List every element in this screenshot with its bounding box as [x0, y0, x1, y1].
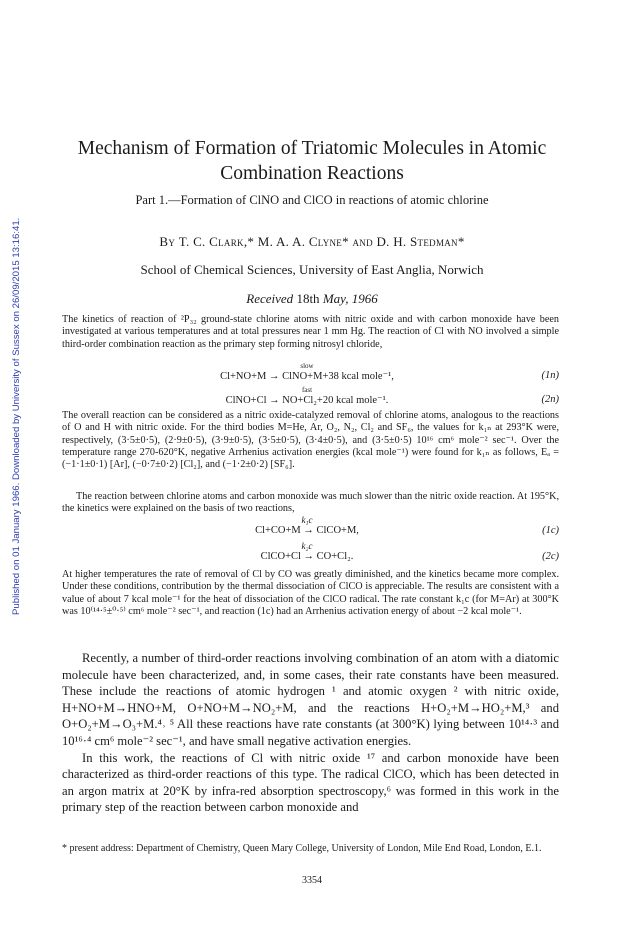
- title-line-2: Combination Reactions: [220, 163, 404, 184]
- equation-1n-text: Cl+NO+M → ClNO+M+38 kcal mole⁻¹,: [220, 371, 394, 382]
- equation-1c-number: (1c): [542, 525, 559, 536]
- abstract-paragraph-3: The reaction between chlorine atoms and carbon monoxide was much slower than the nitric oxide reaction. At 195°K, the kinetics were explained on the basis of two reactions,: [62, 491, 559, 515]
- abstract-paragraph-4: At higher temperatures the rate of removal of Cl by CO was greatly diminished, and the kinetics became more complex. Under these conditions, contribution by the thermal dissociation of ClCO is appreciable. The results are consistent with a value of about 7 kcal mole⁻¹ for the heat of dissociation of the ClCO radical. The rate constant k₁c (for M=Ar) at 300°K was 10⁽¹⁴·⁵±⁰·⁵⁾ cm⁶ mole⁻² sec⁻¹, and reaction (1c) had an Arrhenius activation energy of about −2 kcal mole⁻¹.: [62, 569, 559, 617]
- body-text: [62, 650, 559, 816]
- page-number: 3354: [302, 875, 322, 886]
- received-date: [40, 291, 584, 307]
- equation-2c-text: ClCO+Cl → CO+Cl₂.: [260, 551, 354, 562]
- equation-1c: [62, 515, 559, 537]
- author-1: T. C. Clark,*: [178, 234, 255, 249]
- equation-2c-number: (2c): [542, 551, 559, 562]
- author-2: M. A. A. Clyne*: [257, 234, 349, 249]
- author-3: D. H. Stedman*: [376, 234, 465, 249]
- abstract-paragraph-1: The kinetics of reaction of ²P₃₂ ground-state chlorine atoms with nitric oxide and with carbon monoxide have been investigated at various temperatures and at total pressures near 1 mm Hg. The reaction of Cl with NO involved a simple third-order combination reaction as the primary step forming nitrosyl chloride,: [62, 314, 559, 350]
- author-line: [40, 234, 584, 250]
- by-label: By: [159, 234, 176, 249]
- part-subtitle: Part 1.—Formation of ClNO and ClCO in reactions of atomic chlorine: [135, 193, 489, 207]
- equation-1c-text: Cl+CO+M → ClCO+M,: [255, 525, 359, 536]
- title-line-1: Mechanism of Formation of Triatomic Molecules in Atomic: [77, 138, 547, 159]
- received-month-year: May, 1966: [322, 291, 378, 306]
- equation-2n-number: (2n): [541, 394, 559, 405]
- download-notice: [4, 155, 22, 615]
- body-paragraph-1: Recently, a number of third-order reactions involving combination of an atom with a diatomic molecule have been characterized, and, in some cases, their rate constants have been measured. These include the reactions of atomic hydrogen ¹ and atomic oxygen ² with nitric oxide, H+NO+M→HNO+M, O+NO+M→NO₂+M, and the reactions H+O₂+M→HO₂+M,³ and O+O₂+M→O₃+M.⁴˒ ⁵ All these reactions have rate constants (at 300°K) lying between 10¹⁴·³ and 10¹⁶·⁴ cm⁶ mole⁻² sec⁻¹, and have small negative activation energies.: [62, 651, 559, 748]
- affiliation: School of Chemical Sciences, University of East Anglia, Norwich: [140, 262, 484, 277]
- equation-2c: [62, 541, 559, 563]
- equation-2n-label: fast: [301, 386, 313, 394]
- received-day: 18th: [296, 291, 320, 306]
- abstract-paragraph-2: The overall reaction can be considered as a nitric oxide-catalyzed removal of chlorine atoms, analogous to the reactions of O and H with nitric oxide. For the third bodies M=He, Ar, O₂, N₂, Cl₂ and SF₆, the values for k₁ₙ at 293°K were, respectively, (3·5±0·5), (2·9±0·5), (3·9±0·5), (3·5±0·5), (3·4±0·5), and (3·5±0·5) 10¹⁶ cm⁶ mole⁻² sec⁻¹. Over the temperature range 270-620°K, negative Arrhenius activation energies (kcal mole⁻¹) were found for k₁ₙ as follows, Eₐ = (−1·1±0·1) [Ar], (−0·7±0·2) [Cl₂], and (−1·2±0·2) [SF₆].: [62, 410, 559, 471]
- download-notice-text: Published on 01 January 1966. Downloaded by University of Sussex on 26/09/2015 13:16:41.: [11, 217, 22, 615]
- equation-1c-label: k₁c: [301, 515, 313, 525]
- equation-2c-label: k₂c: [301, 541, 313, 551]
- equation-1n-number: (1n): [541, 370, 559, 381]
- body-paragraph-2: In this work, the reactions of Cl with nitric oxide ¹⁷ and carbon monoxide have been characterized as third-order reactions of this type. The radical ClCO, which has been detected in an argon matrix at 20°K by infra-red absorption spectroscopy,⁶ was formed in this work in the primary step of the reaction between carbon monoxide and: [62, 750, 559, 815]
- equation-1n: [62, 362, 559, 384]
- footnote: * present address: Department of Chemistry, Queen Mary College, University of London, Mile End Road, London, E.1.: [62, 843, 542, 854]
- equation-2n-text: ClNO+Cl → NO+Cl₂+20 kcal mole⁻¹.: [225, 395, 389, 406]
- and-label: and: [352, 234, 373, 249]
- paper-title: [40, 136, 584, 186]
- equation-1n-label: slow: [300, 362, 314, 370]
- equation-2n: [62, 386, 559, 408]
- received-label: Received: [246, 291, 294, 306]
